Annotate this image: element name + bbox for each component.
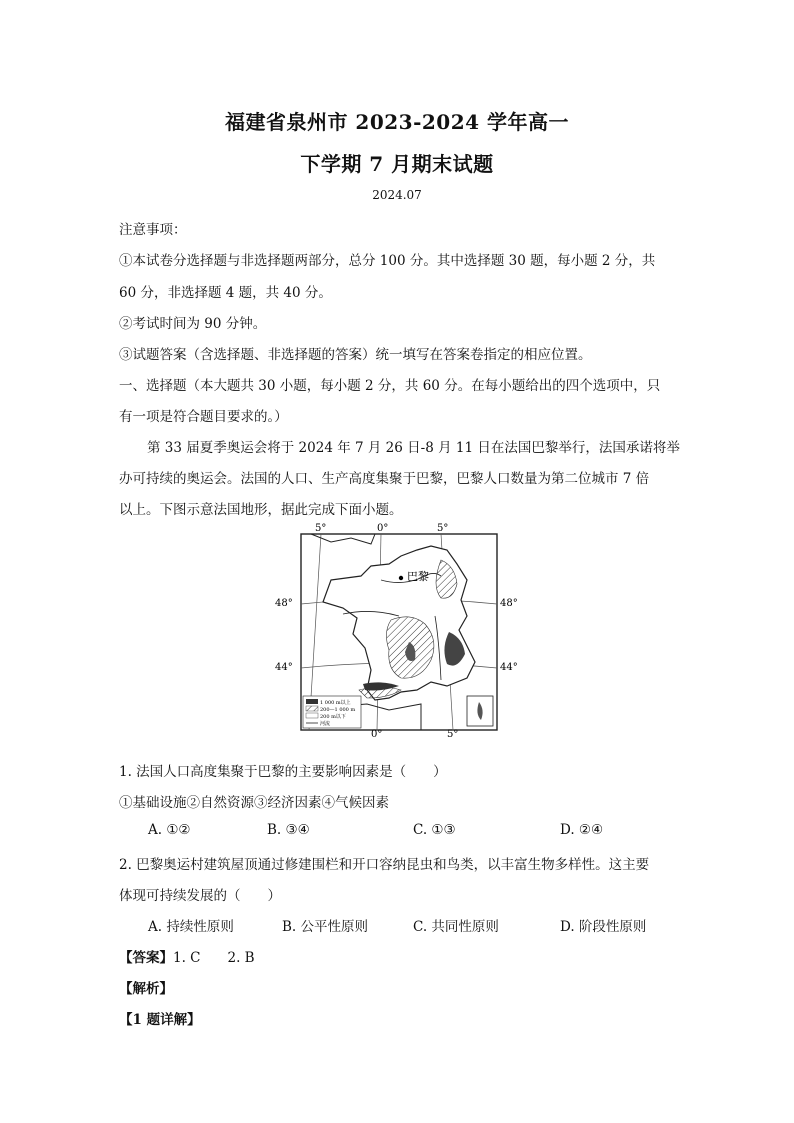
question-1-stem: 1. 法国人口高度集聚于巴黎的主要影响因素是（ ） [119,764,447,780]
france-terrain-map [271,520,523,738]
question-2-stem-line-1: 2. 巴黎奥运村建筑屋顶通过修建围栏和开口容纳昆虫和鸟类，以丰富生物多样性。这主要 [119,857,650,873]
map-lon-label: 0° [377,523,389,534]
title-line-2: 下学期 7 月期末试题 [300,152,494,176]
passage-line-2: 办可持续的奥运会。法国的人口、生产高度集聚于巴黎，巴黎人口数量为第二位城市 7 倍 [119,471,650,487]
question-2-option-d: D. 阶段性原则 [560,919,647,935]
exam-date: 2024.07 [372,188,422,202]
question-1-factors: ①基础设施②自然资源③经济因素④气候因素 [119,795,389,811]
answer-line [119,946,679,966]
question-2-option-a: A. 持续性原则 [148,919,234,935]
map-lon-label: 0° [371,729,383,738]
map-lon-label: 5° [437,523,449,534]
question-2-option-b: B. 公平性原则 [282,919,369,935]
question-2-option-c: C. 共同性原则 [413,919,499,935]
notes-heading: 注意事项： [119,222,187,238]
passage-line-1: 第 33 届夏季奥运会将于 2024 年 7 月 26 日-8 月 11 日在法国巴黎举行，法国承诺将举 [147,440,680,456]
passage-line-3: 以上。下图示意法国地形，据此完成下面小题。 [119,502,403,518]
map-legend [303,696,361,728]
notes-item-2: ②考试时间为 90 分钟。 [119,316,267,332]
answer-label: 【答案】 [119,950,173,966]
answer-value: 1. C 2. B [173,950,255,966]
map-lat-label: 48° [500,598,518,609]
notes-item-1-line-2: 60 分，非选择题 4 题，共 40 分。 [119,285,332,301]
map-lat-label: 44° [500,662,518,673]
map-lon-label: 5° [315,523,327,534]
notes-item-1-line-1: ①本试卷分选择题与非选择题两部分，总分 100 分。其中选择题 30 题，每小题 2 分，共 [119,253,656,269]
map-lat-label: 48° [275,598,293,609]
map-lat-label: 44° [275,662,293,673]
map-city-label: 巴黎 [407,570,429,583]
map-lon-label: 5° [447,729,459,738]
legend-label: 河流 [320,721,331,727]
question-1-option-d: D. ②④ [560,822,604,838]
legend-label: 200 m以下 [320,714,346,720]
question-1-option-b: B. ③④ [267,822,310,838]
question-2-stem-line-2: 体现可持续发展的（ ） [119,888,281,904]
section-heading-line-2: 有一项是符合题目要求的。） [119,409,288,425]
analysis-detail-heading: 【1 题详解】 [119,1012,201,1028]
legend-label: 1 000 m以上 [320,700,351,706]
question-1-option-a: A. ①② [148,822,191,838]
question-1-option-c: C. ①③ [413,822,456,838]
legend-label: 200—1 000 m [320,707,356,713]
notes-item-3: ③试题答案（含选择题、非选择题的答案）统一填写在答案卷指定的相应位置。 [119,347,592,363]
title-line-1: 福建省泉州市 2023-2024 学年高一 [224,110,570,134]
section-heading-line-1: 一、选择题（本大题共 30 小题，每小题 2 分，共 60 分。在每小题给出的四个选项中，只 [119,378,661,394]
analysis-label: 【解析】 [119,981,173,997]
